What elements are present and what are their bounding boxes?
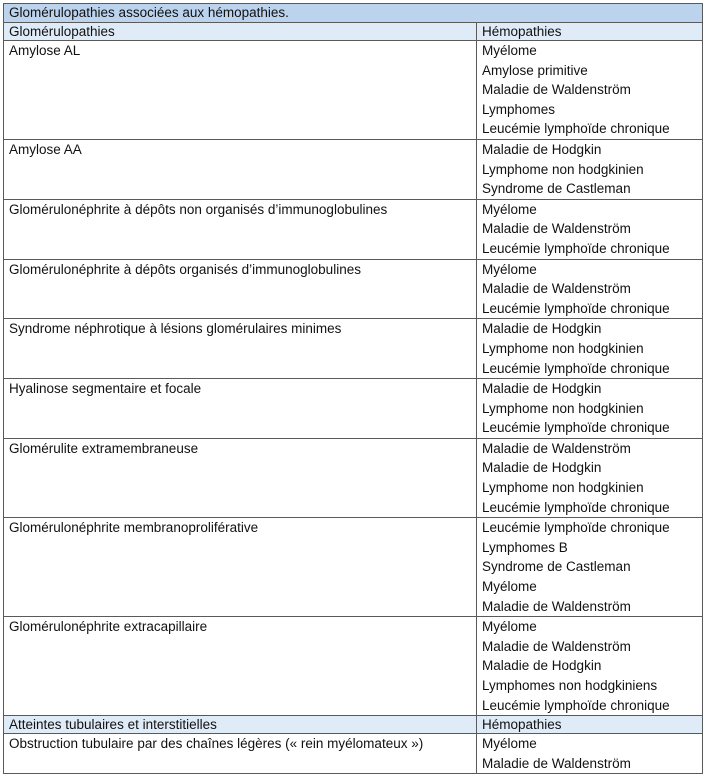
hemopathy-cell	[477, 139, 703, 199]
glomerulopathy-name: Amylose AL	[9, 43, 81, 58]
hemopathy-item: Lymphome non hodgkinien	[482, 480, 644, 496]
hemopathy-cell	[477, 734, 703, 774]
table-row	[4, 379, 703, 439]
hemopathy-item: Myélome	[482, 736, 537, 752]
table-row	[4, 617, 703, 716]
hemopathy-item: Leucémie lymphoïde chronique	[482, 697, 670, 713]
table-subheader-row	[4, 716, 703, 734]
column-header-glomerulopathies: Glomérulopathies	[4, 23, 477, 41]
hemopathy-item: Lymphomes B	[482, 539, 568, 555]
hemopathy-item: Lymphome non hodgkinien	[482, 161, 644, 177]
table-row	[4, 199, 703, 259]
table-caption: Glomérulopathies associées aux hémopathies.	[4, 4, 703, 23]
glomerulopathy-name: Glomérulonéphrite membranoproliférative	[9, 520, 259, 536]
hemopathy-item: Lymphomes	[482, 101, 556, 117]
glomerulopathy-name: Glomérulonéphrite à dépôts non organisés d’immunoglobulines	[9, 201, 388, 217]
hemopathy-item: Syndrome de Castleman	[482, 181, 631, 197]
hemopathy-item: Maladie de Waldenström	[482, 440, 631, 456]
hemopathy-item: Maladie de Waldenström	[482, 221, 631, 237]
hemopathy-item: Lymphome non hodgkinien	[482, 340, 644, 356]
glomerulopathy-name: Syndrome néphrotique à lésions glomérulaires minimes	[9, 321, 342, 337]
glomerulopathy-cell	[4, 41, 477, 140]
hemopathy-item: Lymphome non hodgkinien	[482, 400, 644, 416]
hemopathy-cell	[477, 199, 703, 259]
hemopathy-item: Amylose primitive	[482, 62, 588, 78]
glomerulopathy-cell	[4, 518, 477, 617]
hemopathy-item: Myélome	[482, 201, 537, 217]
hemopathy-item: Maladie de Waldenström	[482, 82, 631, 98]
hemopathy-item: Myélome	[482, 43, 537, 58]
glomerulopathy-cell	[4, 438, 477, 517]
hemopathy-item: Maladie de Hodgkin	[482, 658, 602, 674]
glomerulopathy-name: Obstruction tubulaire par des chaînes légères (« rein myélomateux »)	[9, 736, 424, 752]
hemopathy-cell	[477, 518, 703, 617]
table-row	[4, 41, 703, 140]
glomerulopathy-cell	[4, 379, 477, 439]
table-caption-row	[4, 4, 703, 23]
column-header-hemopathies: Hémopathies	[477, 23, 703, 41]
table-row	[4, 518, 703, 617]
document-page	[3, 3, 702, 774]
hemopathy-item: Maladie de Hodgkin	[482, 381, 602, 397]
glomerulopathy-name: Hyalinose segmentaire et focale	[9, 381, 202, 397]
table-header-row	[4, 23, 703, 41]
hemopathy-cell	[477, 41, 703, 140]
table-row	[4, 259, 703, 319]
hemopathy-item: Syndrome de Castleman	[482, 559, 631, 575]
subheader-hemopathies: Hémopathies	[477, 716, 703, 734]
table-row-tubular	[4, 734, 703, 774]
hemopathy-item: Leucémie lymphoïde chronique	[482, 240, 670, 256]
hemopathy-item: Maladie de Waldenström	[482, 598, 631, 614]
hemopathy-item: Maladie de Waldenström	[482, 638, 631, 654]
glomerulopathy-name: Glomérulite extramembraneuse	[9, 440, 199, 456]
hemopathy-item: Leucémie lymphoïde chronique	[482, 520, 670, 536]
glomerulopathy-cell	[4, 199, 477, 259]
hemopathy-item: Maladie de Hodgkin	[482, 141, 602, 157]
glomerulopathy-name: Glomérulonéphrite extracapillaire	[9, 619, 208, 635]
hemopathy-cell	[477, 438, 703, 517]
glomerulopathy-cell	[4, 139, 477, 199]
hemopathy-cell	[477, 617, 703, 716]
glomerulopathy-name: Glomérulonéphrite à dépôts organisés d’immunoglobulines	[9, 261, 361, 277]
hemopathy-item: Lymphomes non hodgkiniens	[482, 678, 658, 693]
hemopathy-item: Maladie de Waldenström	[482, 281, 631, 297]
hemopathy-item: Myélome	[482, 619, 537, 635]
table-row	[4, 438, 703, 517]
subheader-tubular-interstitial: Atteintes tubulaires et interstitielles	[4, 716, 477, 734]
hemopathy-item: Myélome	[482, 261, 537, 277]
hemopathy-item: Maladie de Hodgkin	[482, 460, 602, 476]
hemopathy-glomerulopathy-table	[3, 3, 703, 774]
table-row	[4, 319, 703, 379]
glomerulopathy-cell	[4, 259, 477, 319]
hemopathy-item: Maladie de Hodgkin	[482, 321, 602, 337]
glomerulopathy-cell	[4, 319, 477, 379]
glomerulopathy-name: Amylose AA	[9, 141, 82, 157]
hemopathy-item: Myélome	[482, 579, 537, 595]
glomerulopathy-cell	[4, 617, 477, 716]
hemopathy-cell	[477, 319, 703, 379]
hemopathy-cell	[477, 379, 703, 439]
hemopathy-item: Leucémie lymphoïde chronique	[482, 499, 670, 515]
hemopathy-item: Maladie de Waldenström	[482, 755, 631, 771]
table-row	[4, 139, 703, 199]
hemopathy-item: Leucémie lymphoïde chronique	[482, 121, 670, 137]
hemopathy-item: Leucémie lymphoïde chronique	[482, 360, 670, 376]
hemopathy-item: Leucémie lymphoïde chronique	[482, 300, 670, 316]
hemopathy-cell	[477, 259, 703, 319]
glomerulopathy-cell	[4, 734, 477, 774]
hemopathy-item: Leucémie lymphoïde chronique	[482, 420, 670, 436]
